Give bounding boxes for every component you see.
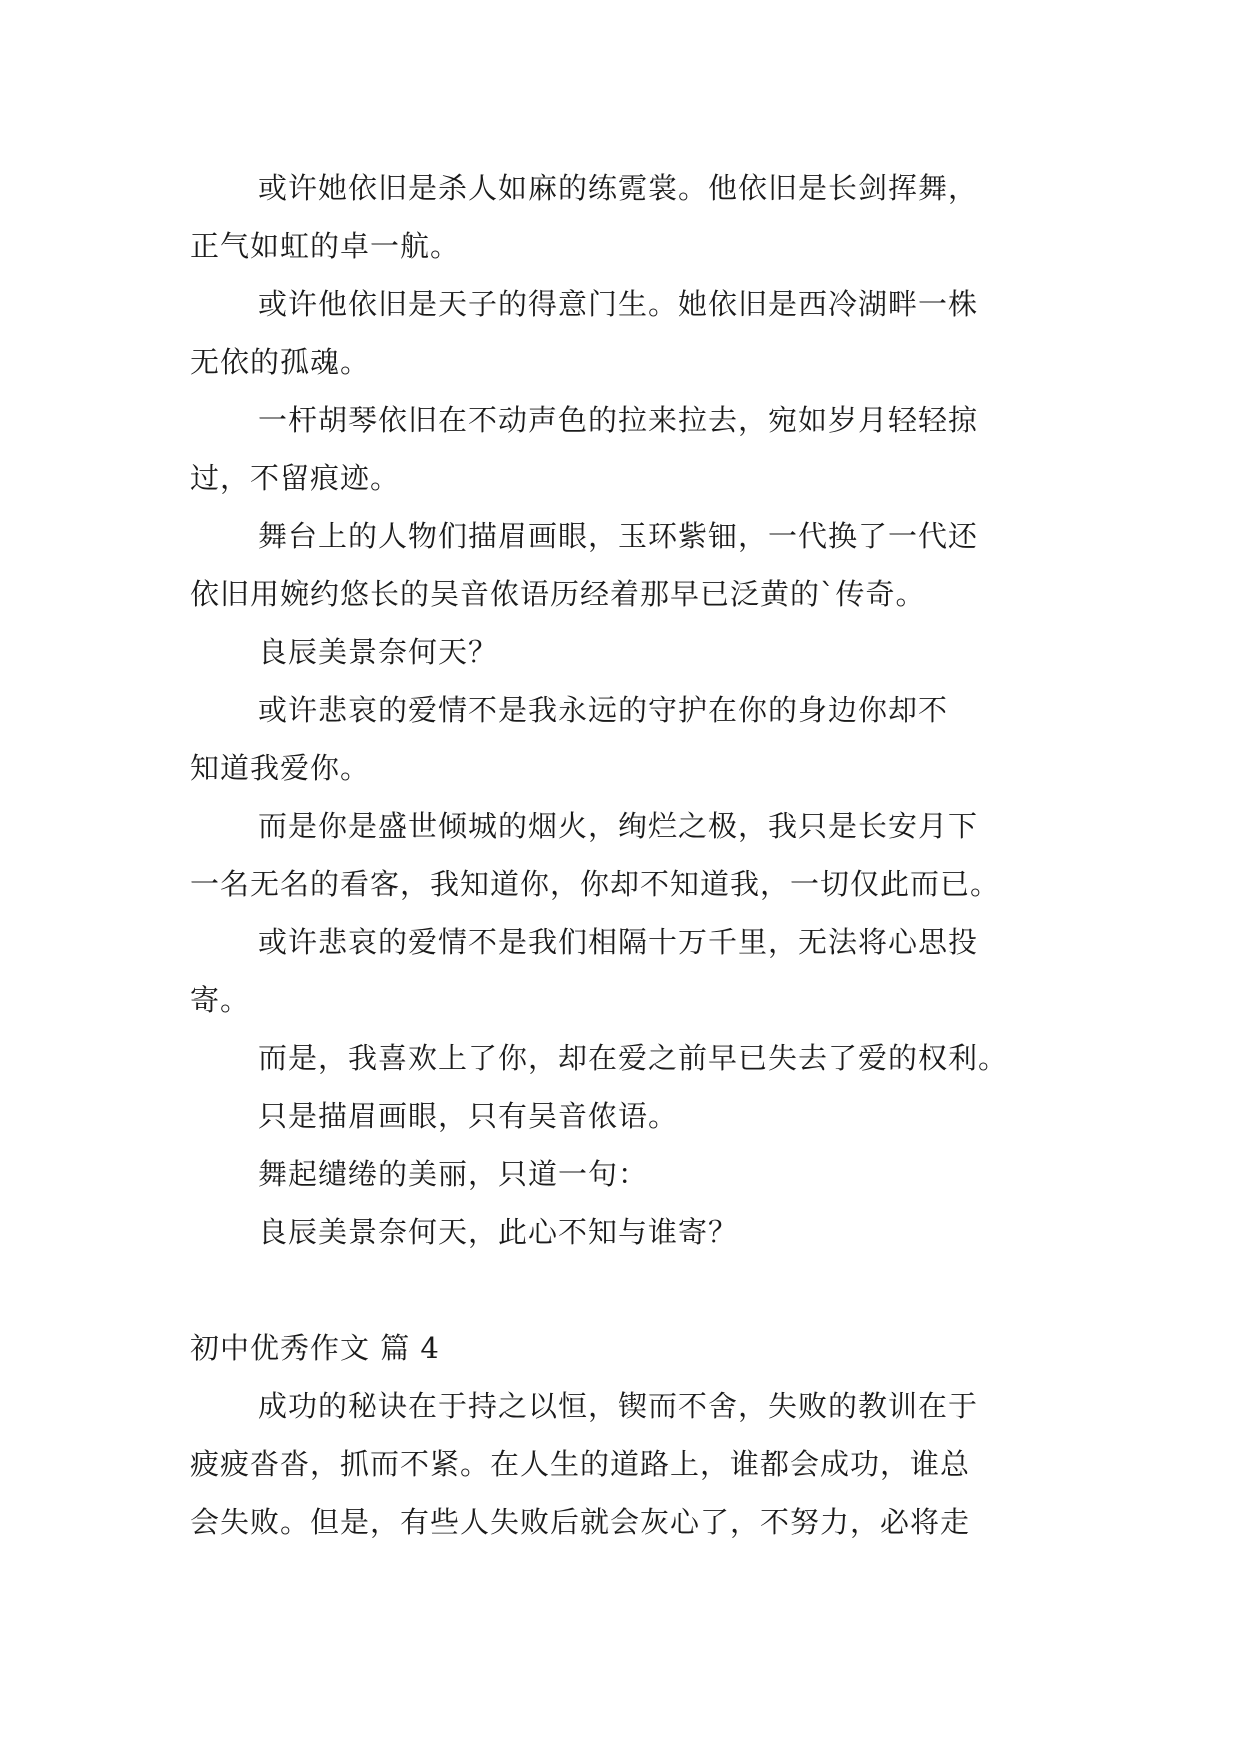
paragraph-line: 过，不留痕迹。 (190, 461, 401, 495)
paragraph-line: 或许悲哀的爱情不是我们相隔十万千里，无法将心思投 (258, 925, 979, 959)
paragraph-line: 而是你是盛世倾城的烟火，绚烂之极，我只是长安月下 (258, 809, 979, 843)
paragraph-line: 正气如虹的卓一航。 (190, 229, 461, 263)
paragraph-line: 寄。 (190, 983, 251, 1017)
paragraph-line: 会失败。但是，有些人失败后就会灰心了，不努力，必将走 (190, 1505, 971, 1539)
paragraph-line: 无依的孤魂。 (190, 345, 371, 379)
paragraph-line: 或许悲哀的爱情不是我永远的守护在你的身边你却不 (258, 693, 949, 727)
section-heading: 初中优秀作文 篇 4 (190, 1331, 440, 1365)
paragraph-line: 舞起缱绻的美丽，只道一句： (258, 1157, 649, 1191)
paragraph-line: 而是，我喜欢上了你，却在爱之前早已失去了爱的权利。 (258, 1041, 1009, 1075)
paragraph-line: 或许她依旧是杀人如麻的练霓裳。他依旧是长剑挥舞， (258, 171, 979, 205)
paragraph-line: 舞台上的人物们描眉画眼，玉环紫钿，一代换了一代还 (258, 519, 979, 553)
paragraph-line: 只是描眉画眼，只有吴音侬语。 (258, 1099, 679, 1133)
paragraph-line: 良辰美景奈何天？ (258, 635, 499, 669)
paragraph-line: 良辰美景奈何天，此心不知与谁寄？ (258, 1215, 739, 1249)
paragraph-line: 依旧用婉约悠长的吴音侬语历经着那早已泛黄的`传奇。 (190, 577, 926, 611)
paragraph-line: 疲疲沓沓，抓而不紧。在人生的道路上，谁都会成功，谁总 (190, 1447, 971, 1481)
paragraph-line: 知道我爱你。 (190, 751, 371, 785)
paragraph-line: 一杆胡琴依旧在不动声色的拉来拉去，宛如岁月轻轻掠 (258, 403, 979, 437)
paragraph-line: 一名无名的看客，我知道你，你却不知道我，一切仅此而已。 (190, 867, 1001, 901)
paragraph-line: 成功的秘诀在于持之以恒，锲而不舍，失败的教训在于 (258, 1389, 979, 1423)
paragraph-line: 或许他依旧是天子的得意门生。她依旧是西冷湖畔一株 (258, 287, 979, 321)
